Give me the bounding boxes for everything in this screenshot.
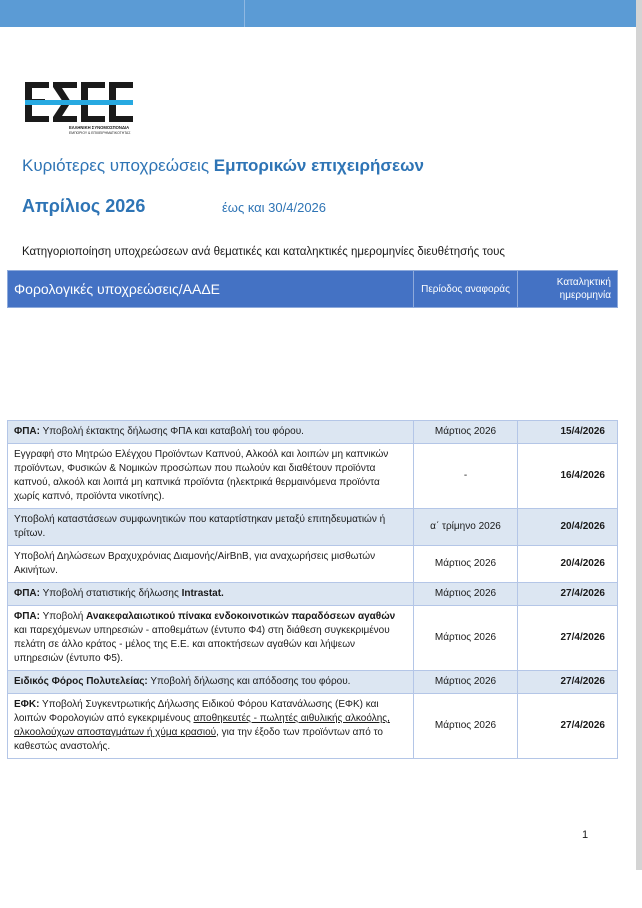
obligation-cell: Εγγραφή στο Μητρώο Ελέγχου Προϊόντων Καπνού, Αλκοόλ και λοιπών μη καπνικών προϊόντων, Φυσικών & Νομικών προσώπων που πωλούν και διαθέτουν προϊόντα καπνού, αλκοόλ και λοιπά μη καπνικά προϊόντα (ηλεκτρικά θερμαινόμενα προϊόντα χωρίς καπνό, προϊόντα νικοτίνης).: [8, 444, 414, 509]
column-header-deadline: Καταληκτική ημερομηνία: [518, 271, 618, 308]
subtitle: Κατηγοριοποίηση υποχρεώσεων ανά θεματικές και καταληκτικές ημερομηνίες διευθέτησής τους: [22, 246, 505, 258]
period-cell: -: [414, 444, 518, 509]
table-row: [8, 694, 618, 759]
table-row: [8, 444, 618, 509]
month-heading: Απρίλιος 2026: [22, 196, 146, 216]
period-cell: Μάρτιος 2026: [414, 694, 518, 759]
deadline-cell: 27/4/2026: [518, 671, 618, 694]
obligations-table: [7, 420, 618, 759]
table-row: [8, 671, 618, 694]
deadline-cell: 27/4/2026: [518, 583, 618, 606]
obligation-cell: Ειδικός Φόρος Πολυτελείας: Υποβολή δήλωσης και απόδοσης του φόρου.: [8, 671, 414, 694]
deadline-cell: 27/4/2026: [518, 606, 618, 671]
table-row: [8, 583, 618, 606]
table-row: [8, 421, 618, 444]
period-cell: Μάρτιος 2026: [414, 546, 518, 583]
esee-logo: [25, 82, 135, 137]
period-cell: Μάρτιος 2026: [414, 583, 518, 606]
column-header-period: Περίοδος αναφοράς: [414, 271, 518, 308]
page-number: 1: [582, 829, 589, 841]
deadline-cell: 15/4/2026: [518, 421, 618, 444]
document-header-band: [0, 0, 636, 27]
until-date: έως και 30/4/2026: [222, 200, 327, 215]
period-cell: α΄ τρίμηνο 2026: [414, 509, 518, 546]
table-row: [8, 509, 618, 546]
title-bold: Εμπορικών επιχειρήσεων: [213, 156, 424, 175]
obligation-cell: Υποβολή καταστάσεων συμφωνητικών που καταρτίστηκαν μεταξύ επιτηδευματιών ή τρίτων.: [8, 509, 414, 546]
column-header-obligation: Φορολογικές υποχρεώσεις/ΑΑΔΕ: [8, 271, 414, 308]
obligation-cell: Υποβολή Δηλώσεων Βραχυχρόνιας Διαμονής/AirBnB, για αναχωρήσεις μισθωτών Ακινήτων.: [8, 546, 414, 583]
period-cell: Μάρτιος 2026: [414, 606, 518, 671]
title-regular: Κυριότερες υποχρεώσεις: [22, 156, 214, 175]
table-header: [7, 270, 618, 308]
table-row: [8, 546, 618, 583]
deadline-cell: 20/4/2026: [518, 546, 618, 583]
period-cell: Μάρτιος 2026: [414, 671, 518, 694]
vertical-scrollbar[interactable]: [636, 0, 642, 870]
deadline-cell: 16/4/2026: [518, 444, 618, 509]
table-row: [8, 606, 618, 671]
logo-caption-1: ΕΛΛΗΝΙΚΗ ΣΥΝΟΜΟΣΠΟΝΔΙΑ: [69, 125, 130, 130]
deadline-cell: 20/4/2026: [518, 509, 618, 546]
period-cell: Μάρτιος 2026: [414, 421, 518, 444]
header-divider: [244, 0, 245, 27]
obligation-cell: ΦΠΑ: Υποβολή Ανακεφαλαιωτικού πίνακα ενδοκοινοτικών παραδόσεων αγαθών και παρεχόμενων υπηρεσιών - αποθεμάτων (έντυπο Φ4) στη διάθεση συγκεκριμένου πελάτη σε άλλο κράτος - μέλος της Ε.Ε. και αποκτήσεων αγαθών και λήψεων υπηρεσιών (έντυπο Φ5).: [8, 606, 414, 671]
logo-caption-2: ΕΜΠΟΡΙΟΥ & ΕΠΙΧΕΙΡΗΜΑΤΙΚΟΤΗΤΑΣ: [69, 131, 131, 135]
deadline-cell: 27/4/2026: [518, 694, 618, 759]
obligation-cell: ΕΦΚ: Υποβολή Συγκεντρωτικής Δήλωσης Ειδικού Φόρου Κατανάλωσης (ΕΦΚ) και λοιπών Φορολογιών από εγκεκριμένους αποθηκευτές - πωλητές αιθυλικής αλκοόλης, αλκοολούχων αποσταγμάτων ή χύμα κρασιού, για την έξοδο των προϊόντων από το καθεστώς αναστολής.: [8, 694, 414, 759]
logo-accent-line: [25, 100, 133, 105]
obligation-cell: ΦΠΑ: Υποβολή στατιστικής δήλωσης Intrastat.: [8, 583, 414, 606]
obligation-cell: ΦΠΑ: Υποβολή έκτακτης δήλωσης ΦΠΑ και καταβολή του φόρου.: [8, 421, 414, 444]
document-title: [22, 156, 424, 176]
